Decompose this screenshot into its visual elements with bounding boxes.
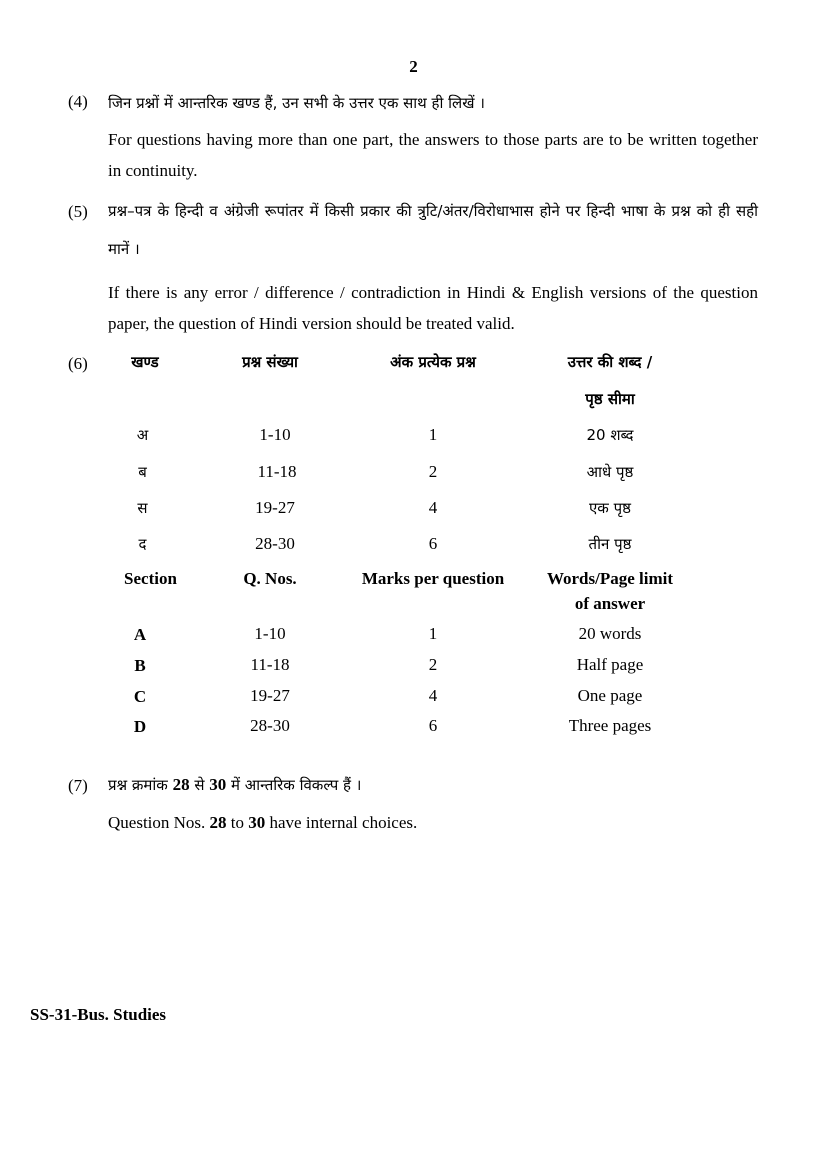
hindi-header-marks: अंक प्रत्येक प्रश्न — [390, 353, 476, 371]
hindi-row-2-limit: आधे पृष्ठ — [586, 463, 634, 481]
hindi-row-2-qnos: 11-18 — [257, 462, 297, 481]
hindi-header-qnos: प्रश्न संख्या — [242, 353, 298, 371]
english-header-limit-2: of answer — [574, 594, 646, 613]
hindi-row-1-qnos: 1-10 — [259, 425, 291, 444]
hindi-row-1-limit: 20 शब्द — [586, 426, 634, 444]
hindi-row-1-marks: 1 — [428, 425, 438, 444]
item-number-5: (5) — [68, 202, 88, 221]
item-number-4: (4) — [68, 92, 88, 111]
english-row-3-section: C — [133, 687, 147, 706]
item-number-6: (6) — [68, 354, 88, 373]
english-row-1-marks: 1 — [428, 624, 438, 643]
page-number: 2 — [409, 57, 418, 76]
english-header-limit: Words/Page limit — [546, 569, 674, 588]
english-row-2-marks: 2 — [428, 655, 438, 674]
instruction-4-hindi: जिन प्रश्नों में आन्तरिक खण्ड हैं, उन सभी के उत्तर एक साथ ही लिखें । — [108, 94, 485, 112]
english-row-2-qnos: 11-18 — [250, 655, 290, 674]
hindi-row-4-qnos: 28-30 — [255, 534, 295, 553]
hindi-row-4-limit: तीन पृष्ठ — [588, 535, 632, 553]
hindi-row-3-section: स — [137, 499, 148, 517]
english-row-3-marks: 4 — [428, 686, 438, 705]
footer-paper-code: SS-31-Bus. Studies — [30, 1005, 167, 1024]
english-row-1-limit: 20 words — [578, 624, 642, 643]
english-row-3-limit: One page — [577, 686, 643, 705]
english-row-3-qnos: 19-27 — [250, 686, 290, 705]
hindi-header-limit: उत्तर की शब्द / — [567, 353, 653, 371]
english-row-4-qnos: 28-30 — [250, 716, 290, 735]
hindi-row-3-limit: एक पृष्ठ — [589, 499, 631, 517]
instruction-7-hindi: प्रश्न क्रमांक 28 से 30 में आन्तरिक विकल्प हैं । — [108, 775, 362, 794]
english-row-1-section: A — [133, 625, 147, 644]
instruction-4-english: For questions having more than one part, the answers to those parts are to be written together in continuity. — [108, 130, 758, 180]
item-number-7: (7) — [68, 776, 88, 795]
english-row-4-limit: Three pages — [568, 716, 652, 735]
english-row-4-marks: 6 — [428, 716, 438, 735]
hindi-row-2-marks: 2 — [428, 462, 438, 481]
instruction-7-english: Question Nos. 28 to 30 have internal choices. — [108, 813, 418, 832]
english-row-2-section: B — [134, 656, 146, 675]
hindi-row-1-section: अ — [136, 426, 149, 444]
hindi-row-3-qnos: 19-27 — [255, 498, 295, 517]
english-row-1-qnos: 1-10 — [254, 624, 286, 643]
english-header-qnos: Q. Nos. — [243, 569, 297, 588]
english-row-4-section: D — [133, 717, 147, 736]
hindi-header-section: खण्ड — [131, 353, 159, 371]
hindi-row-3-marks: 4 — [428, 498, 438, 517]
hindi-row-4-marks: 6 — [428, 534, 438, 553]
hindi-row-2-section: ब — [138, 463, 147, 481]
instruction-5-hindi: प्रश्न–पत्र के हिन्दी व अंग्रेजी रूपांतर में किसी प्रकार की त्रुटि/अंतर/विरोधाभास होने पर हिन्दी भाषा के प्रश्न को ही सही मानें । — [108, 202, 758, 258]
english-header-marks: Marks per question — [361, 569, 505, 588]
english-row-2-limit: Half page — [576, 655, 644, 674]
instruction-5-english: If there is any error / difference / contradiction in Hindi & English versions of the question paper, the question of Hindi version should be treated valid. — [108, 283, 758, 333]
hindi-row-4-section: द — [138, 535, 147, 553]
english-header-section: Section — [124, 569, 177, 588]
hindi-header-limit-2: पृष्ठ सीमा — [585, 390, 635, 408]
